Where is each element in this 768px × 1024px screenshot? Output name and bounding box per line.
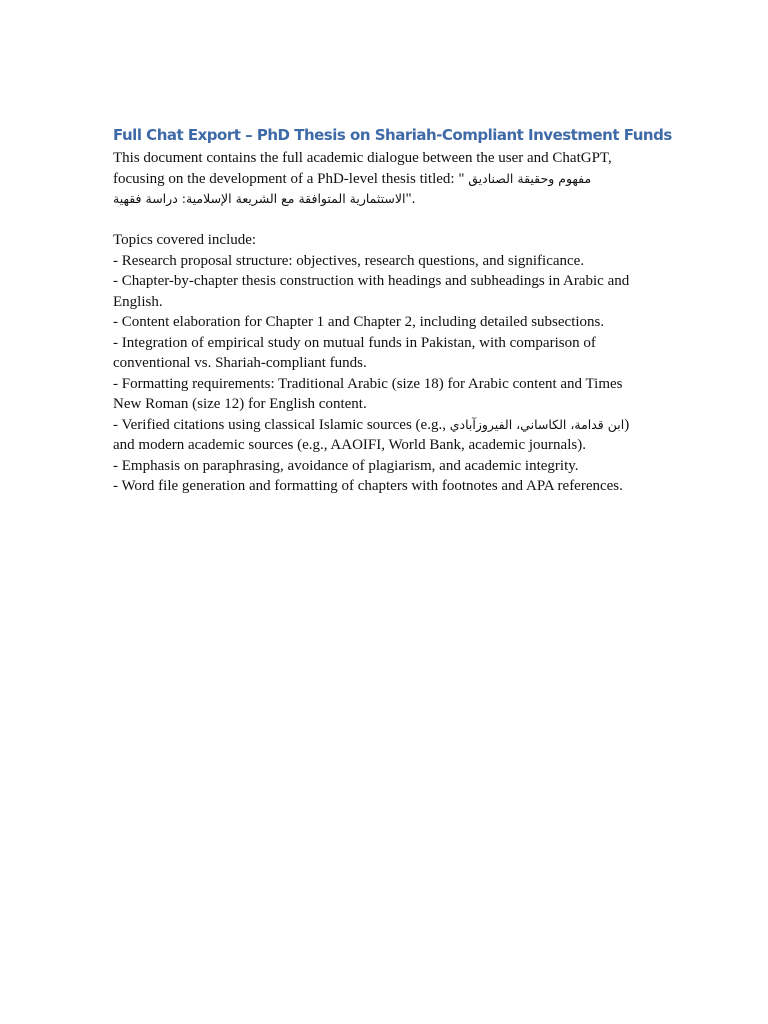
topic-item-continuation: English. — [113, 293, 163, 310]
topic-item: - Chapter-by-chapter thesis construction with headings and subheadings in Arabic and — [113, 273, 630, 289]
document-title: Full Chat Export – PhD Thesis on Shariah-Compliant Investment Funds — [113, 126, 672, 144]
intro-line-2 — [113, 169, 658, 190]
paragraph-spacer — [113, 210, 658, 231]
topic-item: - Content elaboration for Chapter 1 and Chapter 2, including detailed subsections. — [113, 314, 605, 330]
topic-item-close-paren: ) — [624, 416, 630, 433]
topic-item: - Emphasis on paraphrasing, avoidance of plagiarism, and academic integrity. — [113, 457, 579, 474]
topic-item-continuation: New Roman (size 12) for English content. — [113, 396, 367, 412]
classical-sources-arabic: ابن قدامة، الكاساني، الفيروزآبادي — [449, 416, 625, 432]
thesis-title-arabic-part-1: مفهوم وحقيقة الصناديق — [468, 170, 592, 186]
topic-item-continuation: conventional vs. Shariah-compliant funds. — [113, 355, 367, 371]
topic-item-text: - Verified citations using classical Islamic sources (e.g., — [113, 416, 450, 433]
thesis-title-arabic-part-2: الاستثمارية المتوافقة مع الشريعة الإسلامية: دراسة فقهية — [113, 191, 406, 206]
document-page — [113, 124, 672, 497]
intro-line-2-text: focusing on the development of a PhD-level thesis titled: " — [113, 170, 469, 187]
topic-item: - Integration of empirical study on mutual funds in Pakistan, with comparison of — [113, 334, 596, 351]
topic-item: - Word file generation and formatting of chapters with footnotes and APA references. — [113, 478, 623, 494]
intro-line-1: This document contains the full academic dialogue between the user and ChatGPT, — [113, 150, 612, 166]
intro-line-3-suffix: ". — [405, 191, 416, 207]
intro-line-3 — [113, 189, 658, 210]
topic-item: - Research proposal structure: objectives, research questions, and significance. — [113, 252, 585, 269]
topic-item: - Formatting requirements: Traditional Arabic (size 18) for Arabic content and Times — [113, 375, 623, 392]
intro-paragraph — [113, 148, 658, 210]
topics-section — [113, 230, 658, 497]
topics-heading: Topics covered include: — [113, 232, 257, 248]
topic-item-continuation: and modern academic sources (e.g., AAOIFI, World Bank, academic journals). — [113, 437, 586, 453]
topic-item — [113, 415, 658, 436]
